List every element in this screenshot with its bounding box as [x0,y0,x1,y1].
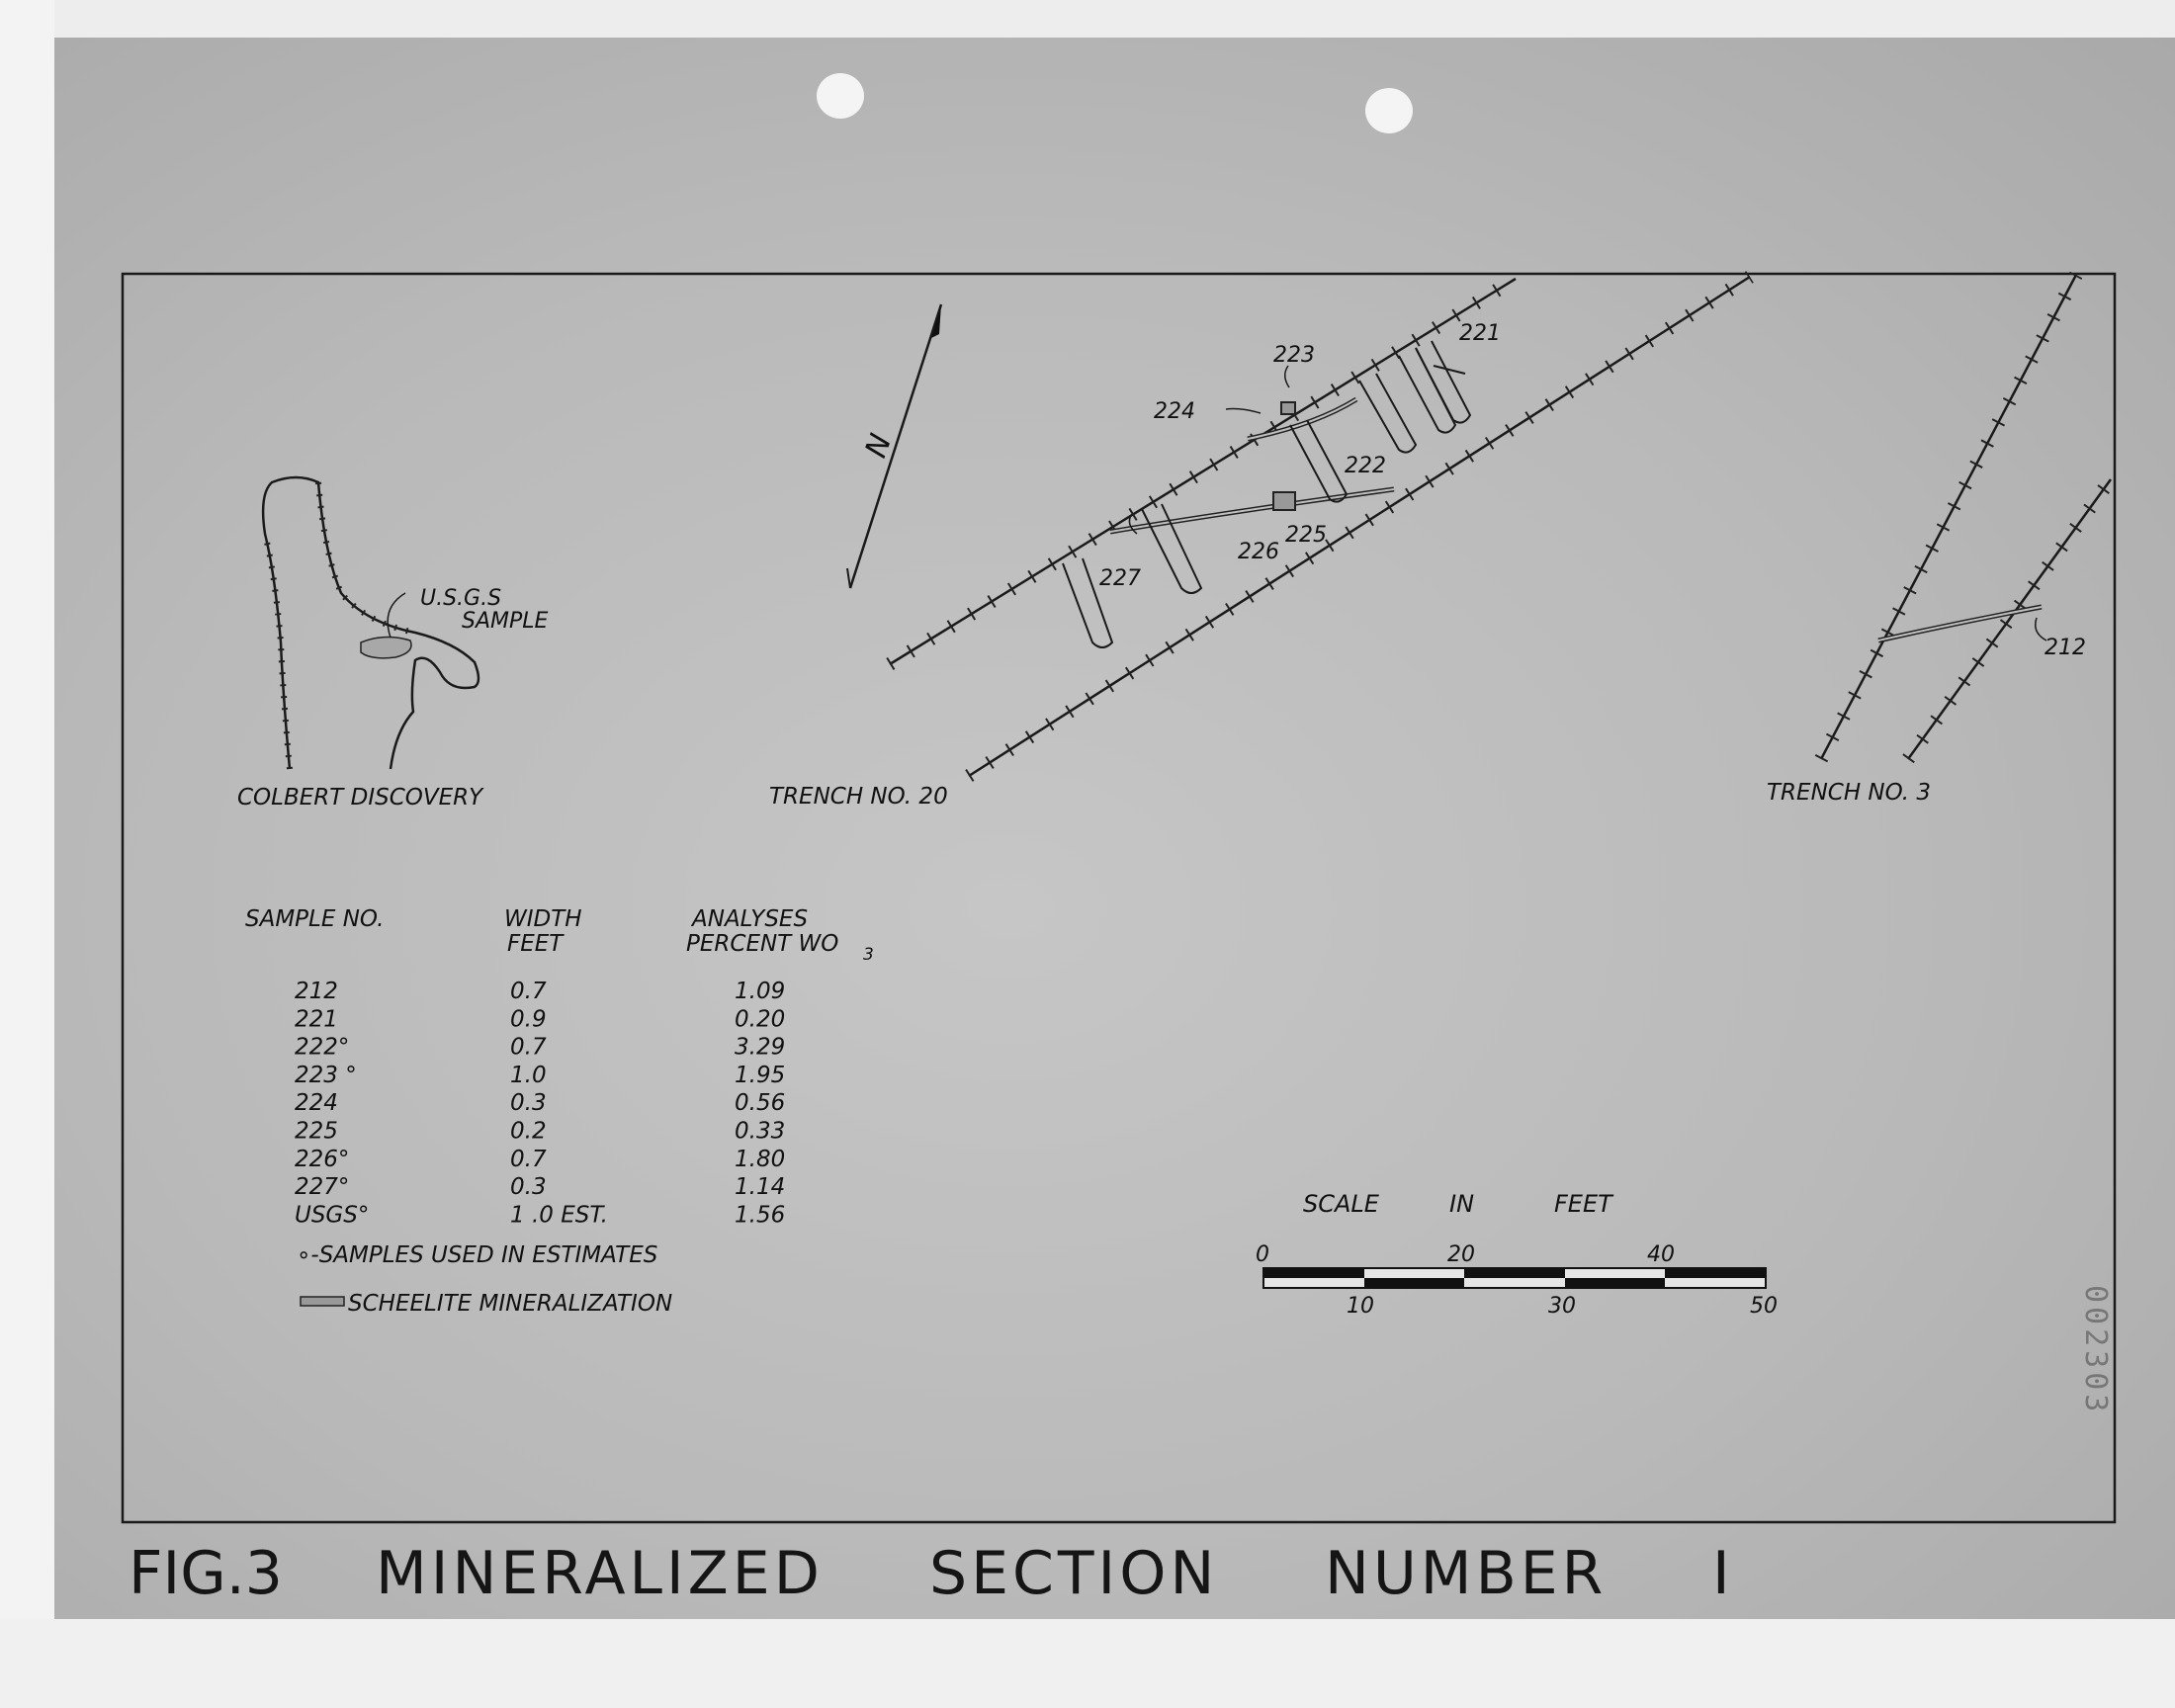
table-cell-percent: 3.29 [735,1034,786,1061]
table-cell-width: 0.7 [510,1146,547,1172]
binder-hole-right [1365,88,1413,133]
table-cell-sample: USGS° [295,1202,370,1229]
table-cell-width: 1.0 [510,1062,547,1088]
table-header-sample: SAMPLE NO. [245,906,385,932]
table-cell-percent: 1.56 [735,1202,786,1229]
table-cell-width: 0.2 [510,1118,547,1145]
table-cell-width: 0.9 [510,1006,547,1033]
table-cell-sample: 223 ° [295,1062,357,1088]
table-cell-percent: 0.56 [735,1090,786,1117]
table-cell-width: 0.7 [510,1034,547,1061]
sample-label-224: 224 [1154,399,1195,424]
scale-segment [1464,1268,1565,1278]
table-cell-sample: 227° [295,1174,350,1201]
sample-label-222: 222 [1345,454,1386,478]
sample-label-226: 226 [1238,540,1279,564]
usgs-sample-label-line2: SAMPLE [462,609,549,634]
sample-label-225: 225 [1285,523,1327,548]
table-cell-width: 0.3 [510,1174,547,1201]
scale-tick-0: 0 [1256,1242,1269,1267]
table-cell-sample: 225 [295,1118,338,1145]
table-cell-width: 1 .0 EST. [510,1202,608,1229]
sample-label-221: 221 [1459,321,1501,346]
north-label: N [858,429,900,463]
table-cell-width: 0.3 [510,1090,547,1117]
table-cell-percent: 0.20 [735,1006,786,1033]
figure-title-word-number: NUMBER [1325,1539,1608,1608]
table-cell-percent: 1.80 [735,1146,786,1172]
sample-label-227: 227 [1099,566,1141,591]
scale-tick-30: 30 [1548,1294,1576,1319]
table-cell-sample: 222° [295,1034,350,1061]
legend-scheelite: SCHEELITE MINERALIZATION [348,1291,673,1317]
table-cell-percent: 0.33 [735,1118,786,1145]
scale-segment [1665,1268,1766,1278]
sample-table [245,906,874,1228]
usgs-sample-label-line1: U.S.G.S [420,586,502,611]
figure-title-word-mineralized: MINERALIZED [376,1539,824,1608]
table-cell-percent: 1.14 [735,1174,786,1201]
scale-segment [1565,1278,1665,1288]
document-stamp-number: 002303 [2078,1285,2113,1416]
legend [297,1242,672,1317]
table-header-width: WIDTH [504,906,582,932]
table-rows [295,979,785,1228]
table-cell-sample: 212 [295,979,338,1004]
table-header-percent: PERCENT WO [686,931,839,957]
scale-segment [1364,1278,1464,1288]
scale-tick-40: 40 [1647,1242,1675,1267]
table-header-subscript: 3 [863,945,874,965]
trench-3-title: TRENCH NO. 3 [1767,780,1932,806]
table-cell-sample: 224 [295,1090,338,1117]
sample-label-212: 212 [2044,636,2086,660]
table-cell-sample: 226° [295,1146,350,1172]
legend-samples-used: ∘-SAMPLES USED IN ESTIMATES [297,1242,658,1268]
north-arrow [847,304,941,588]
figure-title-fig: FIG.3 [129,1539,283,1608]
sample-label-223: 223 [1273,343,1315,368]
scale-title: SCALE [1303,1190,1379,1218]
colbert-discovery-sketch [263,477,548,769]
scale-tick-50: 50 [1750,1294,1778,1319]
table-header-feet: FEET [507,931,564,957]
map-frame [123,274,2115,1522]
scale-segment [1263,1268,1364,1278]
colbert-discovery-title: COLBERT DISCOVERY [237,785,483,811]
table-cell-percent: 1.09 [735,979,786,1004]
table-cell-sample: 221 [295,1006,338,1033]
trench-3-sketch [1821,275,2111,759]
scheelite-legend-swatch [301,1297,344,1306]
scale-feet: FEET [1554,1190,1612,1218]
table-header-analyses: ANALYSES [692,906,809,932]
scale-bar [1256,1190,1778,1319]
figure-title-word-i: I [1712,1539,1730,1608]
figure-title-word-section: SECTION [929,1539,1219,1608]
table-cell-percent: 1.95 [735,1062,786,1088]
scale-tick-20: 20 [1447,1242,1475,1267]
table-cell-width: 0.7 [510,979,547,1004]
scale-tick-10: 10 [1347,1294,1374,1319]
scale-in: IN [1449,1190,1475,1218]
figure-title [129,1539,1730,1608]
binder-hole-left [817,73,864,119]
trench-20-title: TRENCH NO. 20 [769,784,948,810]
